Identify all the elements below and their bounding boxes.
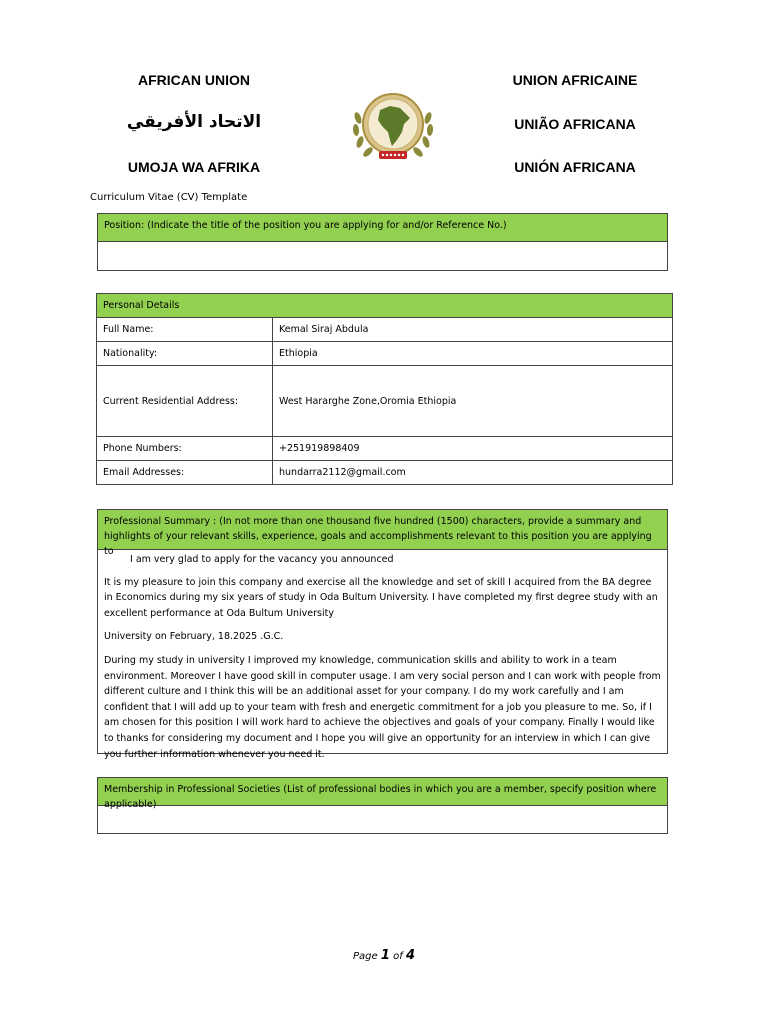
table-row <box>97 318 673 342</box>
position-heading: Position: (Indicate the title of the position you are applying for and/or Reference No.) <box>98 214 667 242</box>
total-pages-number: 4 <box>405 948 415 963</box>
of-word: of <box>393 951 403 962</box>
nationality-value[interactable]: Ethiopia <box>273 342 673 366</box>
membership-heading: Membership in Professional Societies (List of professional bodies in which you are a member, specify position where applicable) <box>98 778 667 806</box>
page-footer <box>0 948 768 963</box>
header-right-line2: UNIÃO AFRICANA <box>514 116 636 132</box>
personal-details-heading: Personal Details <box>97 294 673 318</box>
summary-paragraph: I am very glad to apply for the vacancy you announced <box>130 554 394 565</box>
summary-paragraph: It is my pleasure to join this company and exercise all the knowledge and set of skill I acquired from the BA degree in Economics during my six years of study in Oda Bultum University. I have completed my first degree study with an excellent performance at Oda Bultum University <box>104 576 658 619</box>
header-left-line3: UMOJA WA AFRIKA <box>127 159 261 175</box>
header-right-line3: UNIÓN AFRICANA <box>514 159 636 175</box>
address-value[interactable]: West Hararghe Zone,Oromia Ethiopia <box>273 366 673 437</box>
document-subtitle: Curriculum Vitae (CV) Template <box>90 192 248 203</box>
african-union-emblem-icon <box>350 88 436 164</box>
full-name-value[interactable]: Kemal Siraj Abdula <box>273 318 673 342</box>
table-row <box>97 437 673 461</box>
position-value[interactable] <box>98 242 667 278</box>
email-value[interactable]: hundarra2112@gmail.com <box>273 461 673 485</box>
professional-summary-heading: Professional Summary : (In not more than one thousand five hundred (1500) characters, provide a summary and highlights of your relevant skills, experience, goals and accomplishments relevant to this position you are applying to <box>98 510 667 550</box>
address-label: Current Residential Address: <box>97 366 273 437</box>
position-section <box>97 213 668 271</box>
membership-value[interactable] <box>98 806 667 841</box>
table-row <box>97 366 673 437</box>
phone-label: Phone Numbers: <box>97 437 273 461</box>
header-right-line1: UNION AFRICAINE <box>512 72 638 88</box>
phone-value[interactable]: +251919898409 <box>273 437 673 461</box>
nationality-label: Nationality: <box>97 342 273 366</box>
email-label: Email Addresses: <box>97 461 273 485</box>
membership-section <box>97 777 668 834</box>
professional-summary-section <box>97 509 668 760</box>
full-name-label: Full Name: <box>97 318 273 342</box>
personal-details-table <box>96 293 673 485</box>
page-word: Page <box>353 951 378 962</box>
table-row <box>97 461 673 485</box>
header-left-arabic: الاتحاد الأفريقي <box>126 112 262 132</box>
header-left-line1: AFRICAN UNION <box>138 72 250 88</box>
professional-summary-body[interactable] <box>98 550 667 776</box>
summary-paragraph: During my study in university I improved my knowledge, communication skills and ability to work in a team environment. Moreover I have good skill in computer usage. I am very social person and I can work with people from different culture and I think this will be an additional asset for your company. I do my work carefully and I am confident that I will add up to your team with fresh and energetic commitment for a job you pleasure to me. So, if I am chosen for this position I will work hard to achieve the objectives and goals of your company. Finally I would like to thanks for considering my document and I hope you will give an opportunity for an interview in which I can give you further information whenever you need it. <box>104 654 661 760</box>
current-page-number: 1 <box>380 948 390 963</box>
summary-paragraph: University on February, 18.2025 .G.C. <box>104 631 284 643</box>
table-row <box>97 342 673 366</box>
